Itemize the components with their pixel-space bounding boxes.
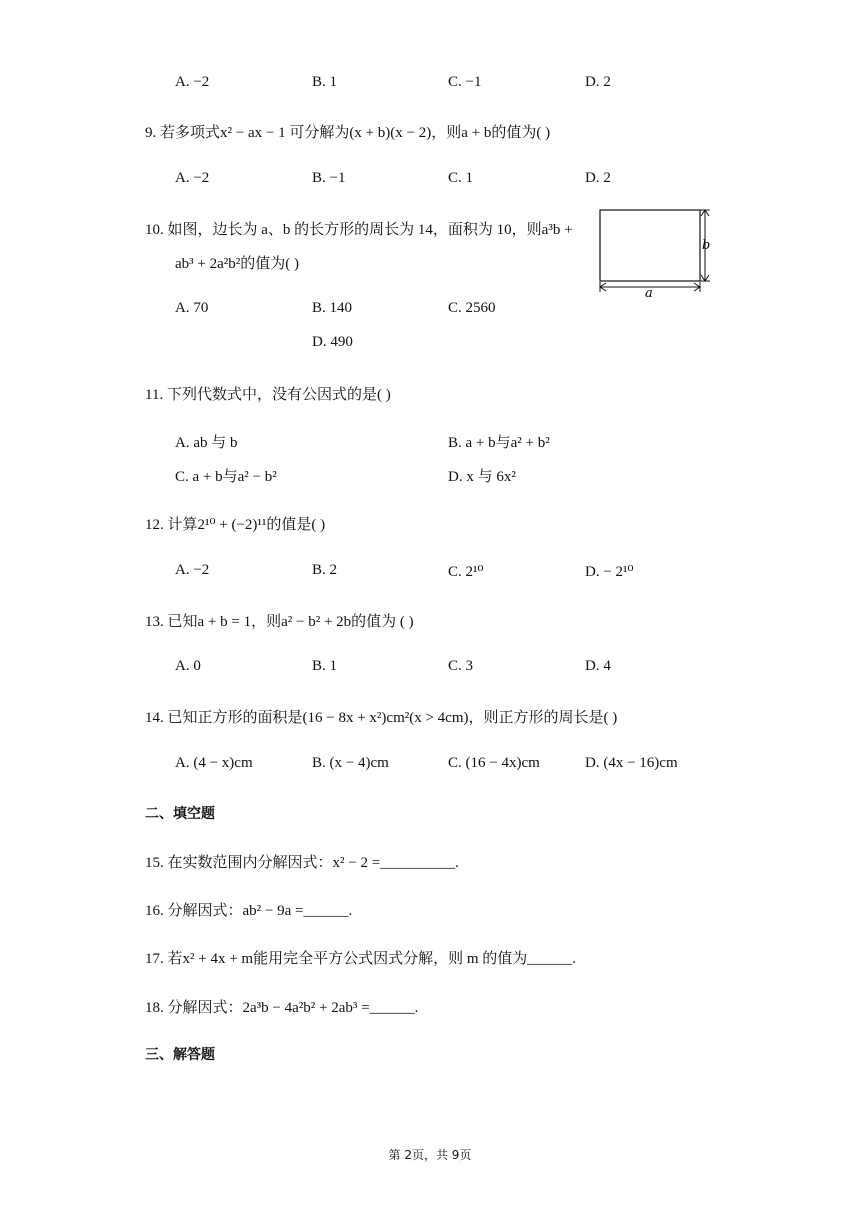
q14-stem: 14. 已知正方形的面积是(16 − 8x + x²)cm²(x > 4cm)，则正方形的周长是( ) [145,710,618,726]
q14-option-d: D. (4x − 16)cm [585,755,678,771]
q9-option-d: D. 2 [585,170,611,186]
q13-option-a: A. 0 [175,658,201,674]
q14-option-c: C. (16 − 4x)cm [448,755,540,771]
q11-option-b: B. a + b与a² + b² [448,435,550,451]
q10-stem-line1: 10. 如图，边长为 a、b 的长方形的周长为 14，面积为 10，则a³b + [145,222,573,238]
q12-option-d: D. − 2¹⁰ [585,564,634,580]
q10-option-d: D. 490 [312,334,353,350]
q14-option-b: B. (x − 4)cm [312,755,389,771]
q18-stem: 18. 分解因式：2a³b − 4a²b² + 2ab³ =______. [145,1000,419,1016]
q10-option-b: B. 140 [312,300,353,316]
section-heading-solutions: 三、解答题 [145,1047,215,1063]
q15-stem: 15. 在实数范围内分解因式：x² − 2 =__________. [145,855,459,871]
q11-option-d: D. x 与 6x² [448,469,516,485]
q11-stem: 11. 下列代数式中，没有公因式的是( ) [145,387,391,403]
label-a: a [645,286,653,300]
q8-option-c: C. −1 [448,74,482,90]
q11-option-c: C. a + b与a² − b² [175,469,277,485]
q13-stem: 13. 已知a + b = 1，则a² − b² + 2b的值为 ( ) [145,614,414,630]
q10-stem-line2: ab³ + 2a²b²的值为( ) [175,256,300,272]
q9-option-b: B. −1 [312,170,346,186]
q8-option-b: B. 1 [312,74,338,90]
q9-option-c: C. 1 [448,170,474,186]
q10-option-c: C. 2560 [448,300,496,316]
q12-stem: 12. 计算2¹⁰ + (−2)¹¹的值是( ) [145,517,326,533]
q12-option-a: A. −2 [175,562,210,578]
section-heading-fill-in: 二、填空题 [145,806,215,822]
q8-option-d: D. 2 [585,74,611,90]
label-b: b [702,238,711,253]
rectangle-shape [600,210,700,281]
q12-option-c: C. 2¹⁰ [448,564,484,580]
q13-option-b: B. 1 [312,658,338,674]
q9-option-a: A. −2 [175,170,210,186]
rectangle-figure [595,205,720,300]
q16-stem: 16. 分解因式：ab² − 9a =______. [145,903,353,919]
q11-option-a: A. ab 与 b [175,435,238,451]
q12-option-b: B. 2 [312,562,338,578]
q17-stem: 17. 若x² + 4x + m能用完全平方公式因式分解，则 m 的值为______. [145,951,577,967]
q13-option-d: D. 4 [585,658,611,674]
q9-stem: 9. 若多项式x² − ax − 1 可分解为(x + b)(x − 2)，则a + b的值为( ) [145,125,551,141]
q8-option-a: A. −2 [175,74,210,90]
q14-option-a: A. (4 − x)cm [175,755,253,771]
q13-option-c: C. 3 [448,658,474,674]
q10-option-a: A. 70 [175,300,209,316]
page-footer: 第 2页，共 9页 [388,1148,472,1162]
